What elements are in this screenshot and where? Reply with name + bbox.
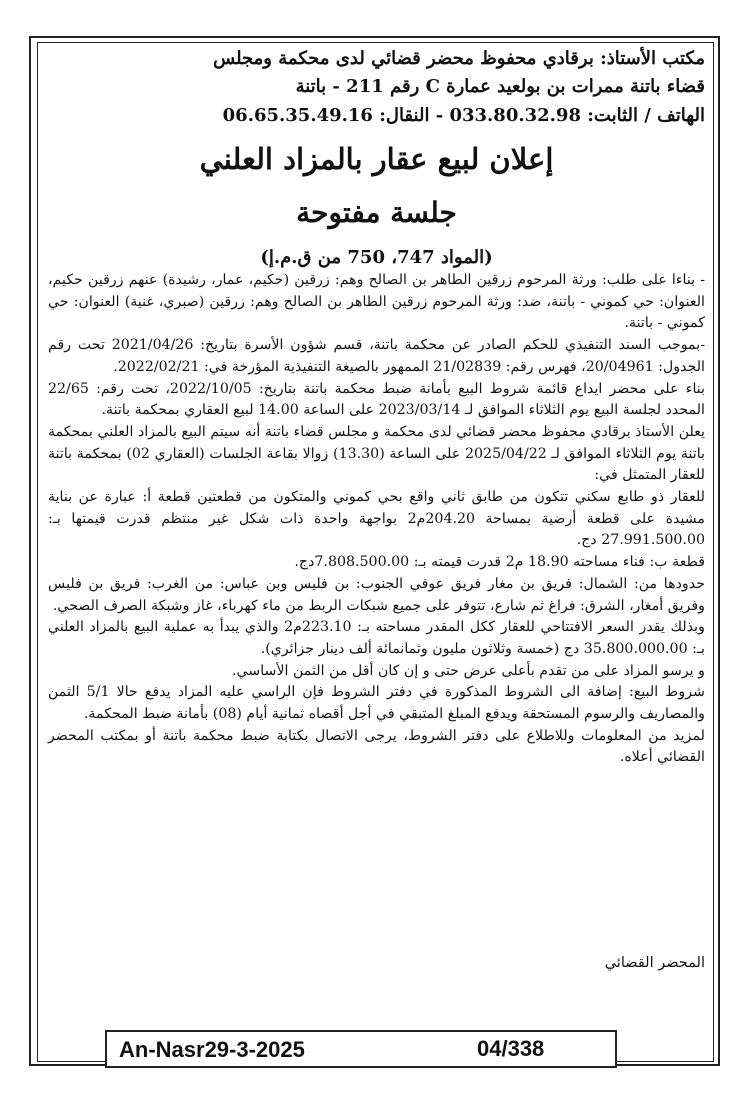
body-paragraph: حدودها من: الشمال: فريق بن مغار فريق عوفي الجنوب: بن فليس وبن عباس: من الغرب: فريق بن فليس وفريق أمغار، الشرق: فراغ ثم شارع، تتوفر على جميع شبكات الربط من ماء كهرباء، غاز وشبكة الصرف الصحي.	[48, 575, 705, 614]
legal-articles: (المواد 747، 750 من ق.م.إ)	[260, 247, 493, 268]
publication-footer	[105, 1030, 617, 1068]
body-paragraph: لمزيد من المعلومات وللاطلاع على دفتر الشروط، يرجى الاتصال بكتابة ضبط محكمة باتنة أو بمكتب المحضر القضائي أعلاه.	[48, 727, 705, 766]
body-paragraph: بناء على محضر ايداع قائمة شروط البيع بأمانة ضبط محكمة باتنة بتاريخ: 2022/10/05، تحت رقم: 22/65 المحدد لجلسة البيع يوم الثلاثاء الموافق لـ 2023/03/14 على الساعة 14.00 لبيع العقاري بمحكمة باتنة.	[48, 380, 705, 419]
ad-reference-code: 04/338	[477, 1036, 545, 1061]
body-paragraph: و يرسو المزاد على من تقدم بأعلى عرض حتى و إن كان أقل من الثمن الأساسي.	[232, 662, 705, 679]
body-paragraph: للعقار ذو طابع سكني تتكون من طابق ثاني واقع بحي كموني والمتكون من قطعتين قطعة أ: عبارة عن بناية مشيدة على قطعة أرضية بمساحة 204.20م2 بواجهة واحدة ذات شكل غير منتظم قدرت قيمتها بـ: 27.991.500.00 دج.	[48, 489, 705, 549]
body-paragraph: - بناءا على طلب: ورثة المرحوم زرقين الطاهر بن الصالح وهم: زرقين (حكيم، عمار، رشيدة) عنهم زرقين حكيم، العنوان: حي كموني - باتنة، ضد: ورثة المرحوم زرقين الطاهر بن الصالح وهم: زرقين (صبري، غنية) العنوان: حي كموني - باتنة.	[48, 272, 705, 332]
office-header-line2: قضاء باتنة ممرات بن بولعيد عمارة C رقم 211 - باتنة	[295, 76, 705, 97]
newspaper-date: An-Nasr29-3-2025	[119, 1037, 305, 1062]
bailiff-signature: المحضر القضائي	[604, 955, 705, 971]
office-header-line1: مكتب الأستاذ: برقادي محفوظ محضر قضائي لدى محكمة ومجلس	[213, 48, 705, 69]
body-paragraph: -بموجب السند التنفيذي للحكم الصادر عن محكمة باتنة، قسم شؤون الأسرة بتاريخ: 2021/04/26 تحت رقم الجدول: 20/04961، فهرس رقم: 21/02839 الممهور بالصيغة التنفيذية المؤرخة في: 2022/02/21.	[48, 337, 705, 375]
announcement-subtitle: جلسة مفتوحة	[296, 196, 457, 229]
announcement-title: إعلان لبيع عقار بالمزاد العلني	[199, 142, 554, 176]
office-header-phone: الهاتف / الثابت: 033.80.32.98 - النقال: 06.65.35.49.16	[222, 105, 705, 126]
body-paragraph: وبذلك يقدر السعر الافتتاحي للعقار ككل المقدر مساحته بـ: 223.10م2 والذي يبدأ به عملية البيع بالمزاد العلني بـ: 35.800.000.00 دج (خمسة وثلاثون مليون وثمانمائة ألف دينار جزائري).	[48, 619, 705, 657]
body-paragraph: شروط البيع: إضافة الى الشروط المذكورة في دفتر الشروط فإن الراسي عليه المزاد يدفع حالا 5/1 الثمن والمصاريف والرسوم المستحقة ويدفع المبلغ المتبقي في أجل أقصاه ثمانية أيام (08) بأمانة ضبط المحكمة.	[48, 684, 705, 723]
body-paragraph: يعلن الأستاذ برقادي محفوظ محضر قضائي لدى محكمة و مجلس قضاء باتنة أنه سيتم البيع بالمزاد العلني بمحكمة باتنة يوم الثلاثاء الموافق لـ 2025/04/22 على الساعة (13.30) زوالا بقاعة الجلسات (العقاري 02) بمحكمة باتنة للعقار المتمثل في:	[48, 423, 705, 484]
body-paragraph: قطعة ب: فناء مساحته 18.90 م2 قدرت قيمته بـ: 7.808.500.00دج.	[294, 554, 705, 571]
announcement-body	[48, 270, 705, 769]
